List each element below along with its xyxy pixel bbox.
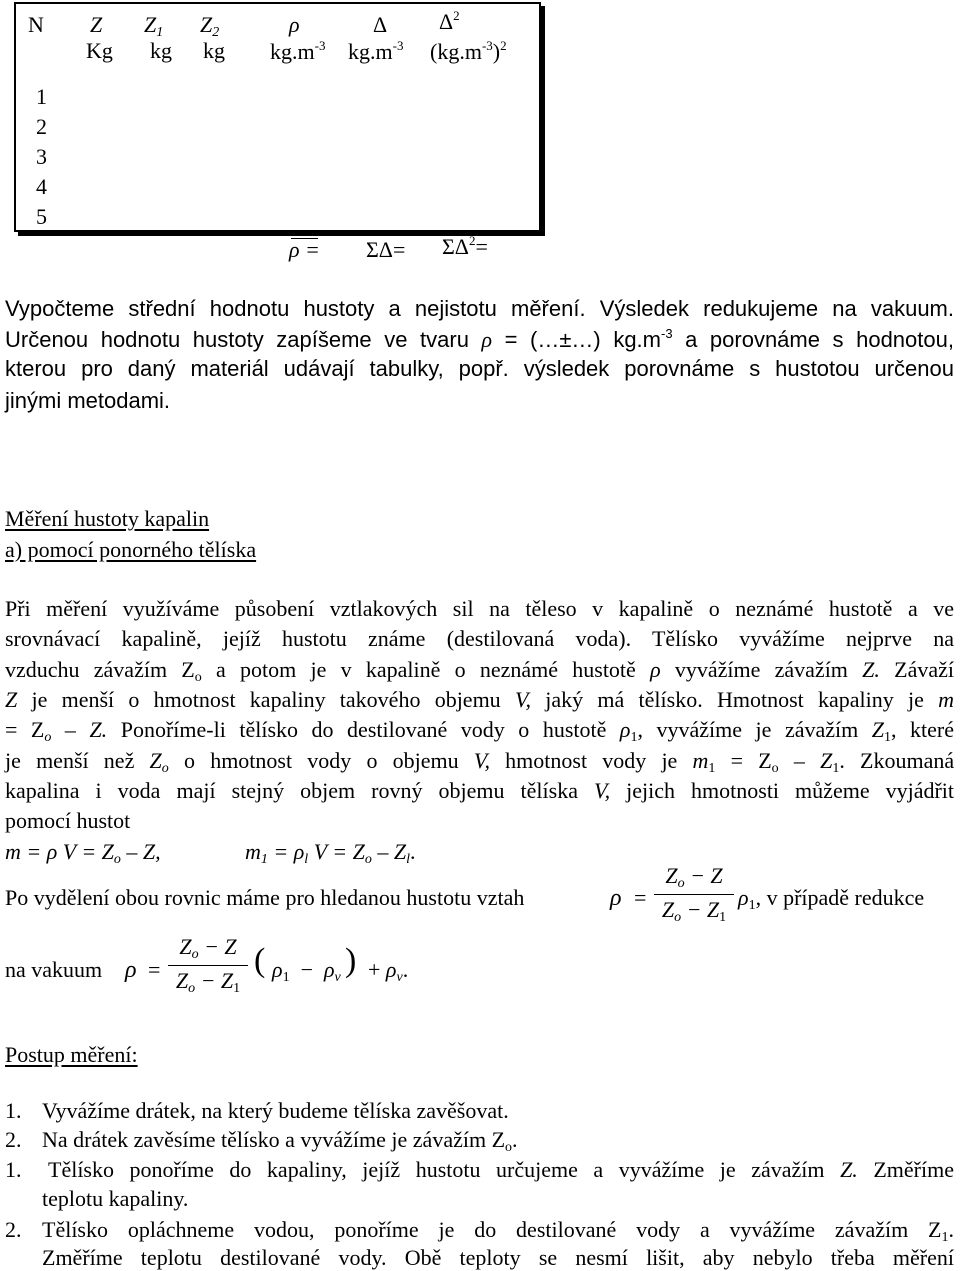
col-header-delta2: $\Delta^2$ xyxy=(439,8,460,34)
col-header-z2: $Z_2$ xyxy=(200,12,220,40)
sum-delta: ΣΔ= xyxy=(366,237,406,262)
unit-rho: $kg.m^{-3}$ xyxy=(270,38,326,64)
unit-z: Kg xyxy=(86,38,113,63)
col-header-rho: ρ xyxy=(289,12,300,37)
body-line-7: kapalina i voda mají stejný objem rovný objemu tělíska V, jejich hmotnosti můžeme vyjádřit xyxy=(5,778,955,803)
equation-m1: $m_1 = \rho_l$ $V = Z_o - Z_l$. xyxy=(245,839,416,867)
unit-delta: $kg.m^{-3}$ xyxy=(348,38,404,64)
procedure-item-number: 1. xyxy=(5,1157,22,1182)
procedure-item-text: Vyvážíme drátek, na který budeme tělíska zavěšovat. xyxy=(42,1098,509,1123)
intro-line-1: Vypočteme střední hodnotu hustoty a nejistotu měření. Výsledek redukujeme na vakuum. xyxy=(5,296,954,321)
body-line-6: je menší než $Z_o$ o hmotnost vody o objemu V, hmotnost vody je $m_1 = Z_o - Z_1$. Zkoumaná xyxy=(5,748,955,776)
formula2-paren-open: ( xyxy=(254,942,266,979)
formula2-inner: $\rho_1 - \rho_v$ xyxy=(272,957,341,985)
col-header-z1: $Z_1$ xyxy=(144,12,164,40)
measurement-table xyxy=(14,2,541,232)
formula1-equals: = xyxy=(634,885,647,910)
col-header-delta: Δ xyxy=(373,12,388,37)
row-number: 5 xyxy=(36,204,47,229)
unit-z2: kg xyxy=(203,38,225,63)
row-number: 4 xyxy=(36,174,47,199)
unit-delta2: $(kg.m^{-3})^2$ xyxy=(430,38,507,64)
body-line-8: pomocí hustot xyxy=(5,808,131,833)
body-line-1: Při měření využíváme působení vztlakových sil na těleso v kapalině o neznámé hustotě a ve xyxy=(5,596,954,621)
procedure-item-text: Tělísko ponoříme do kapaliny, jejíž hustotu určujeme a vyvážíme je závažím Z. Změříme xyxy=(48,1157,954,1182)
intro-line-2: Určenou hodnotu hustoty zapíšeme ve tvaru ρ = (…±…) $kg.m^{-3}$ a porovnáme s hodnotou, xyxy=(5,326,954,352)
body-line-4: Z je menší o hmotnost kapaliny takového objemu V, jaký má tělísko. Hmotnost kapaliny je m xyxy=(5,687,955,712)
row-number: 1 xyxy=(36,84,47,109)
formula1-rho: ρ xyxy=(610,885,622,911)
formula2-paren-close: ) xyxy=(345,942,357,979)
col-header-n: N xyxy=(28,12,44,37)
formula2-fraction: $Z_o - Z$ $Z_o - Z_1$ xyxy=(168,934,248,997)
formula1-prefix: Po vydělení obou rovnic máme pro hledanou hustotu vztah xyxy=(5,885,525,910)
procedure-item-number: 1. xyxy=(5,1098,22,1123)
row-number: 3 xyxy=(36,144,47,169)
formula2-equals: = xyxy=(148,957,161,982)
section-title: Měření hustoty kapalin xyxy=(5,506,210,531)
procedure-item-text: Tělísko opláchneme vodou, ponoříme je do destilované vody a vyvážíme závažím $Z_1$. xyxy=(42,1217,954,1245)
row-number: 2 xyxy=(36,114,47,139)
procedure-item-text: Na drátek zavěsíme tělísko a vyvážíme je závažím $Z_o$. xyxy=(42,1127,518,1155)
formula1-tail: $\rho_1$, v případě redukce xyxy=(738,885,925,913)
formula1-fraction: $Z_o - Z$ $Z_o - Z_1$ xyxy=(654,863,734,926)
sum-delta-squared: $\Sigma\Delta^2=$ xyxy=(442,233,488,259)
rho-mean: ρ = xyxy=(289,237,320,262)
equation-m: m = ρ $V = Z_o - Z$, xyxy=(5,839,161,867)
procedure-item-number: 2. xyxy=(5,1127,22,1152)
formula2-rho: ρ xyxy=(125,957,137,983)
procedure-item-text-cont: teplotu kapaliny. xyxy=(42,1186,189,1211)
body-line-2: srovnávací kapalině, jejíž hustotu známe (destilovaná voda). Tělísko vyvážíme nejprve na xyxy=(5,626,954,651)
col-header-z: Z xyxy=(90,12,103,37)
procedure-item-number: 2. xyxy=(5,1217,22,1242)
procedure-title: Postup měření: xyxy=(5,1042,138,1067)
section-subtitle: a) pomocí ponorného tělíska xyxy=(5,537,257,562)
formula2-tail: + $\rho_v$. xyxy=(368,957,409,985)
body-line-3: vzduchu závažím $Z_o$ a potom je v kapalině o neznámé hustotě ρ vyvážíme závažím Z. Závaží xyxy=(5,657,955,685)
procedure-item-text-cont: Změříme teplotu destilované vody. Obě teploty se nesmí lišit, aby nebylo třeba měření xyxy=(42,1245,954,1270)
intro-line-3: kterou pro daný materiál udávají tabulky, popř. výsledek porovnáme s hustotou určenou xyxy=(5,356,954,381)
formula2-prefix: na vakuum xyxy=(5,957,103,982)
unit-z1: kg xyxy=(150,38,172,63)
intro-line-4: jinými metodami. xyxy=(5,388,171,413)
body-line-5: = $Z_o$ – Z. Ponoříme-li tělísko do destilované vody o hustotě $\rho_1$, vyvážíme je závažím $Z_1$, které xyxy=(5,717,955,745)
